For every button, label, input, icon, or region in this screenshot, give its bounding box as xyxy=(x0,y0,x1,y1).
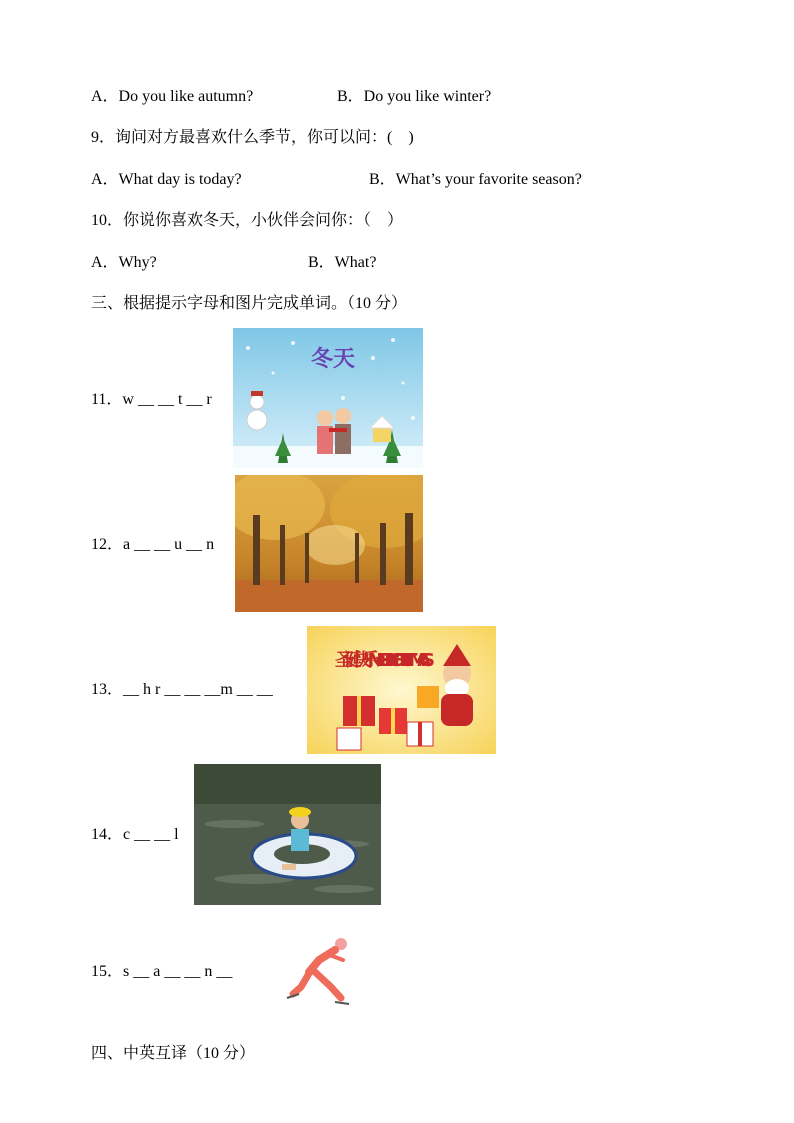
skating-image xyxy=(283,932,363,1012)
item-14-text: 14．c __ __ l xyxy=(91,826,179,843)
winter-image xyxy=(233,328,423,468)
q8-option-b: B．Do you like winter? xyxy=(337,88,492,105)
q9-question: 9．询问对方最喜欢什么季节，你可以问：( ) xyxy=(91,129,414,146)
winter-caption: 冬天 xyxy=(311,347,356,372)
q10-question: 10．你说你喜欢冬天，小伙伴会问你：（ ） xyxy=(91,212,404,229)
item-13-text: 13．__ h r __ __ __m __ __ xyxy=(91,681,273,698)
section-3-heading: 三、根据提示字母和图片完成单词。（10 分） xyxy=(91,295,408,312)
christmas-image xyxy=(307,626,496,754)
christmas-caption: 圣诞快乐 MERRY CHRISTMAS xyxy=(335,650,435,671)
q8-option-a: A．Do you like autumn? xyxy=(91,88,254,105)
q10-option-a: A．Why? xyxy=(91,254,157,271)
item-12-text: 12．a __ __ u __ n xyxy=(91,536,215,553)
q9-option-a: A．What day is today? xyxy=(91,171,242,188)
q10-option-b: B．What? xyxy=(308,254,377,271)
section-4-heading: 四、中英互译（10 分） xyxy=(91,1045,256,1062)
item-11-text: 11．w __ __ t __ r xyxy=(91,391,212,408)
item-15-text: 15．s __ a __ __ n __ xyxy=(91,963,233,980)
cool-image xyxy=(194,764,381,905)
autumn-image xyxy=(235,475,423,612)
q9-option-b: B．What’s your favorite season? xyxy=(369,171,582,188)
